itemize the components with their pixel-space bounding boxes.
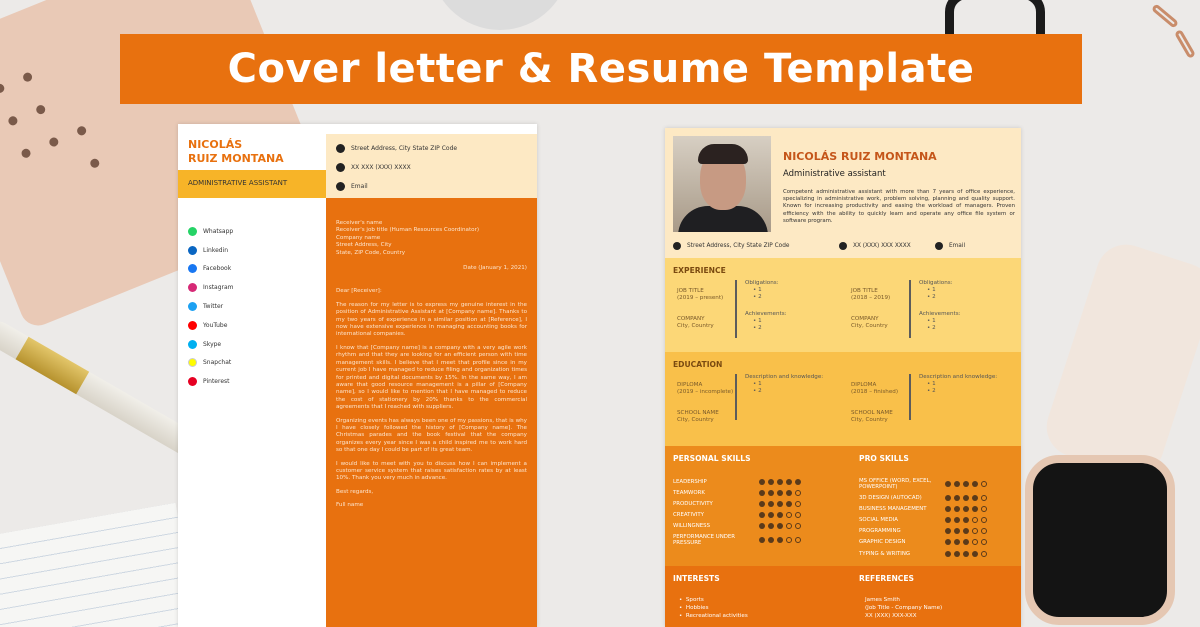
social-label: Pinterest xyxy=(203,378,230,386)
references-list xyxy=(865,596,942,620)
cover-letter-contacts xyxy=(326,134,537,198)
rating-dot xyxy=(777,537,783,543)
rating-dot xyxy=(945,495,951,501)
rating-dot xyxy=(981,506,987,512)
obligations-label: Obligations: xyxy=(919,280,953,286)
skype-icon xyxy=(188,340,197,349)
letter-paragraph: I would like to meet with you to discuss how I can implement a customer service system that raises satisfaction rates by at least 10%. Thank you very much in advance. xyxy=(336,460,527,482)
diploma-title: DIPLOMA xyxy=(851,382,877,388)
rating-dot xyxy=(963,481,969,487)
interests-references-section xyxy=(665,566,1021,627)
rating-dot xyxy=(945,539,951,545)
paperclip-decoration xyxy=(1174,29,1196,59)
letter-paragraph: Organizing events has always been one of my passions, that is why I have closely followed the history of [Company name]. The Christmas parades and the book festival that the company organizes every year since I was a child inspired me to work hard so that one day I could be part of its great team. xyxy=(336,417,527,454)
social-item-whatsapp xyxy=(188,222,234,241)
skill-row xyxy=(673,498,843,509)
email-icon xyxy=(336,182,345,191)
personal-skills-list xyxy=(673,476,843,548)
receiver-line: Receiver's job title (Human Resources Coordinator) xyxy=(336,227,480,234)
section-title: EXPERIENCE xyxy=(673,266,726,275)
rating-dot xyxy=(981,551,987,557)
rating-dot xyxy=(963,517,969,523)
skill-row xyxy=(859,503,1021,514)
social-label: Instagram xyxy=(203,284,234,292)
rating-dot xyxy=(759,479,765,485)
job-dates: (2019 – present) xyxy=(677,295,724,301)
company: COMPANY xyxy=(677,316,705,322)
social-label: Facebook xyxy=(203,265,232,273)
job-dates: (2018 – 2019) xyxy=(851,295,891,301)
letter-paragraph: The reason for my letter is to express my genuine interest in the position of Administrative Assistant at [Company name]. Thanks to my two years of experience in a similar position at [Reference], I now have extensive experience in managing accounting books for international companies. xyxy=(336,301,527,338)
interest-item: • Recreational activities xyxy=(679,613,748,619)
interest-item: • Hobbies xyxy=(679,605,709,611)
rating-dot xyxy=(972,539,978,545)
section-title: PRO SKILLS xyxy=(859,454,909,463)
contact-email xyxy=(935,242,1021,250)
skill-rating xyxy=(759,490,801,496)
rating-dot xyxy=(981,481,987,487)
contact-text: XX XXX (XXX) XXXX xyxy=(351,163,411,171)
instagram-icon xyxy=(188,283,197,292)
skill-label: BUSINESS MANAGEMENT xyxy=(859,505,927,512)
place: City, Country xyxy=(677,417,714,423)
social-item-skype xyxy=(188,335,234,354)
receiver-line: State, ZIP Code, Country xyxy=(336,249,406,256)
diploma-dates: (2018 – finished) xyxy=(851,389,899,395)
location-icon xyxy=(673,242,681,250)
paperclip-decoration xyxy=(1151,3,1179,28)
rating-dot xyxy=(954,551,960,557)
linkedin-icon xyxy=(188,246,197,255)
section-title: INTERESTS xyxy=(673,574,720,583)
cover-letter-sidebar xyxy=(178,124,326,627)
skill-label: PRODUCTIVITY xyxy=(673,500,713,507)
section-title: REFERENCES xyxy=(859,574,915,583)
youtube-icon xyxy=(188,321,197,330)
cover-letter-role: ADMINISTRATIVE ASSISTANT xyxy=(178,170,326,198)
rating-dot xyxy=(981,539,987,545)
social-item-instagram xyxy=(188,278,234,297)
smartwatch-decoration xyxy=(1025,455,1175,625)
rating-dot xyxy=(759,512,765,518)
contact-phone xyxy=(336,162,537,172)
place: City, Country xyxy=(851,323,888,329)
description-label: Description and knowledge: xyxy=(919,374,998,380)
contact-text: XX (XXX) XXX XXXX xyxy=(853,243,911,249)
receiver-block xyxy=(336,220,527,257)
rating-dot xyxy=(981,517,987,523)
social-item-snapchat xyxy=(188,354,234,373)
rating-dot xyxy=(954,528,960,534)
achievements-label: Achievements: xyxy=(745,311,787,317)
rating-dot xyxy=(777,523,783,529)
skill-label: CREATIVITY xyxy=(673,512,704,519)
skill-rating xyxy=(759,479,801,485)
rating-dot xyxy=(795,490,801,496)
social-item-facebook xyxy=(188,260,234,279)
company: COMPANY xyxy=(851,316,879,322)
reference-line: James Smith xyxy=(865,597,900,603)
school: SCHOOL NAME xyxy=(851,410,893,416)
rating-dot xyxy=(795,512,801,518)
skill-row xyxy=(859,526,1021,537)
rating-dot xyxy=(795,479,801,485)
letter-date: Date (January 1, 2021) xyxy=(463,265,527,272)
social-label: Twitter xyxy=(203,303,224,311)
section-title: EDUCATION xyxy=(673,360,723,369)
rating-dot xyxy=(954,495,960,501)
pro-skills-list xyxy=(859,476,1021,559)
pinterest-icon xyxy=(188,377,197,386)
receiver-line: Company name xyxy=(336,234,381,241)
rating-dot xyxy=(963,528,969,534)
rating-dot xyxy=(954,517,960,523)
skill-rating xyxy=(945,539,987,545)
title-banner xyxy=(120,34,1082,104)
rating-dot xyxy=(795,537,801,543)
rating-dot xyxy=(768,523,774,529)
rating-dot xyxy=(954,481,960,487)
profile-photo xyxy=(673,136,771,232)
receiver-line: Receiver's name xyxy=(336,220,383,226)
description-label: Description and knowledge: xyxy=(745,374,824,380)
reference-line: (Job Title - Company Name) xyxy=(865,605,943,611)
rating-dot xyxy=(759,501,765,507)
jar-decoration xyxy=(430,0,570,30)
facebook-icon xyxy=(188,264,197,273)
skill-label: GRAPHIC DESIGN xyxy=(859,539,906,546)
section-title: PERSONAL SKILLS xyxy=(673,454,751,463)
skill-row xyxy=(673,476,843,487)
rating-dot xyxy=(768,512,774,518)
diploma-dates: (2019 – incomplete) xyxy=(677,389,734,395)
skill-label: SOCIAL MEDIA xyxy=(859,516,898,523)
social-item-linkedin xyxy=(188,241,234,260)
school: SCHOOL NAME xyxy=(677,410,719,416)
resume-role: Administrative assistant xyxy=(783,169,886,179)
education-section: EDUCATION DIPLOMA (2019 – incomplete) SCHOOL NAME City, Country Description and knowledge: • 1 • 2 DIPLOMA (2018 – finished) SCHOOL NAME City, Country Description and knowledge: • 1 • 2 xyxy=(665,352,1021,446)
rating-dot xyxy=(795,523,801,529)
rating-dot xyxy=(768,537,774,543)
rating-dot xyxy=(945,528,951,534)
signature: Full name xyxy=(336,502,364,509)
rating-dot xyxy=(786,537,792,543)
rating-dot xyxy=(768,501,774,507)
interests-list xyxy=(679,596,748,620)
skill-row xyxy=(859,514,1021,525)
resume-page xyxy=(665,128,1021,627)
skill-label: PERFORMANCE UNDER PRESSURE xyxy=(673,533,736,546)
skill-rating xyxy=(759,512,801,518)
diploma-title: DIPLOMA xyxy=(677,382,703,388)
social-list xyxy=(188,222,234,391)
rating-dot xyxy=(954,539,960,545)
skill-label: WILLINGNESS xyxy=(673,523,711,530)
rating-dot xyxy=(786,512,792,518)
snapchat-icon xyxy=(188,358,197,367)
rating-dot xyxy=(768,490,774,496)
name-first: NICOLÁS xyxy=(188,138,243,151)
skill-row xyxy=(859,492,1021,503)
name-last: RUIZ MONTANA xyxy=(188,152,284,165)
rating-dot xyxy=(963,506,969,512)
job-title: JOB TITLE xyxy=(677,288,704,294)
contact-text: Email xyxy=(351,182,368,190)
rating-dot xyxy=(945,551,951,557)
skill-row xyxy=(859,537,1021,548)
resume-summary: Competent administrative assistant with more than 7 years of office experience, specializing in administrative work, problem solving, planning and quality support. Known for increasing productivity and easing the workload of managers. Proven efficiency with the ability to quickly learn and operate any office file system or software program. xyxy=(783,189,1015,224)
rating-dot xyxy=(972,517,978,523)
rating-dot xyxy=(954,506,960,512)
social-item-youtube xyxy=(188,316,234,335)
contact-address xyxy=(336,143,537,153)
rating-dot xyxy=(759,490,765,496)
social-item-pinterest xyxy=(188,372,234,391)
obligations-label: Obligations: xyxy=(745,280,779,286)
rating-dot xyxy=(786,523,792,529)
contact-address xyxy=(673,242,839,250)
social-item-twitter xyxy=(188,297,234,316)
rating-dot xyxy=(981,528,987,534)
social-label: Whatsapp xyxy=(203,227,234,235)
skill-rating xyxy=(759,537,801,543)
twitter-icon xyxy=(188,302,197,311)
contact-phone xyxy=(839,242,935,250)
rating-dot xyxy=(759,537,765,543)
rating-dot xyxy=(963,495,969,501)
rating-dot xyxy=(945,517,951,523)
rating-dot xyxy=(768,479,774,485)
rating-dot xyxy=(972,495,978,501)
skill-rating xyxy=(945,481,987,487)
skill-rating xyxy=(945,506,987,512)
cover-letter-name xyxy=(188,138,323,166)
skill-row xyxy=(859,548,1021,559)
skill-row xyxy=(673,510,843,521)
closing: Best regards, xyxy=(336,488,374,495)
rating-dot xyxy=(972,528,978,534)
letter-paragraph: I know that [Company name] is a company with a very agile work rhythm and that they are looking for an efficient person with time management skills. I believe that I meet that profile since in my current job I have managed to reduce filing and organization times for printed and digital documents by 15%. In the same way, I am aware that good resource management is a pillar of [Company name], so I would like to mention that I have managed to reduce the cost of stationery by 20% thanks to the commercial agreements that I reached with suppliers. xyxy=(336,344,527,411)
email-icon xyxy=(935,242,943,250)
resume-header xyxy=(665,128,1021,258)
watch-strap-decoration xyxy=(1039,237,1200,483)
social-label: Skype xyxy=(203,340,222,348)
social-label: Snapchat xyxy=(203,359,232,367)
reference-line: XX (XXX) XXX-XXX xyxy=(865,613,917,619)
skill-row xyxy=(673,487,843,498)
skill-rating xyxy=(945,517,987,523)
rating-dot xyxy=(777,490,783,496)
whatsapp-icon xyxy=(188,227,197,236)
place: City, Country xyxy=(677,323,714,329)
skill-rating xyxy=(945,551,987,557)
rating-dot xyxy=(777,479,783,485)
resume-name: NICOLÁS RUIZ MONTANA xyxy=(783,150,937,163)
experience-section: EXPERIENCE JOB TITLE (2019 – present) COMPANY City, Country Obligations: • 1 • 2 Achievements: • 1 • 2 JOB TITLE (2018 – 2019) COMPANY City, Country Obligations: • 1 • 2 Achievements: • 1 • 2 xyxy=(665,258,1021,352)
skill-rating xyxy=(759,523,801,529)
skill-row xyxy=(859,476,1021,492)
skill-rating xyxy=(945,495,987,501)
rating-dot xyxy=(945,506,951,512)
rating-dot xyxy=(777,512,783,518)
contact-email xyxy=(336,181,537,191)
skill-label: 3D DESIGN (AUTOCAD) xyxy=(859,494,922,501)
phone-icon xyxy=(839,242,847,250)
skill-label: LEADERSHIP xyxy=(673,478,707,485)
rating-dot xyxy=(786,490,792,496)
location-icon xyxy=(336,144,345,153)
rating-dot xyxy=(972,506,978,512)
resume-contacts xyxy=(673,242,1021,250)
cover-letter-page xyxy=(178,124,537,627)
banner-title: Cover letter & Resume Template xyxy=(227,46,975,92)
phone-icon xyxy=(336,163,345,172)
rating-dot xyxy=(945,481,951,487)
skill-row xyxy=(673,521,843,532)
interest-item: • Sports xyxy=(679,597,704,603)
rating-dot xyxy=(777,501,783,507)
contact-text: Street Address, City State ZIP Code xyxy=(351,144,458,152)
contact-text: Street Address, City State ZIP Code xyxy=(687,243,790,249)
skill-rating xyxy=(945,528,987,534)
job-title: JOB TITLE xyxy=(851,288,878,294)
skill-rating xyxy=(759,501,801,507)
contact-text: Email xyxy=(949,243,966,249)
skill-label: PROGRAMMING xyxy=(859,528,901,535)
rating-dot xyxy=(759,523,765,529)
skill-row xyxy=(673,532,843,548)
rating-dot xyxy=(972,481,978,487)
notepad-decoration xyxy=(0,503,201,627)
rating-dot xyxy=(786,501,792,507)
skills-section xyxy=(665,446,1021,566)
place: City, Country xyxy=(851,417,888,423)
skill-label: TEAMWORK xyxy=(673,489,705,496)
rating-dot xyxy=(786,479,792,485)
rating-dot xyxy=(963,551,969,557)
receiver-line: Street Address, City xyxy=(336,242,392,249)
skill-label: TYPING & WRITING xyxy=(859,550,911,557)
social-label: Linkedin xyxy=(203,246,229,254)
skill-label: MS OFFICE (WORD, EXCEL, POWERPOINT) xyxy=(859,478,932,490)
rating-dot xyxy=(963,539,969,545)
rating-dot xyxy=(795,501,801,507)
cover-letter-body xyxy=(326,198,537,627)
rating-dot xyxy=(972,551,978,557)
salutation: Dear [Receiver]: xyxy=(336,288,382,295)
achievements-label: Achievements: xyxy=(919,311,961,317)
social-label: YouTube xyxy=(203,321,228,329)
rating-dot xyxy=(981,495,987,501)
